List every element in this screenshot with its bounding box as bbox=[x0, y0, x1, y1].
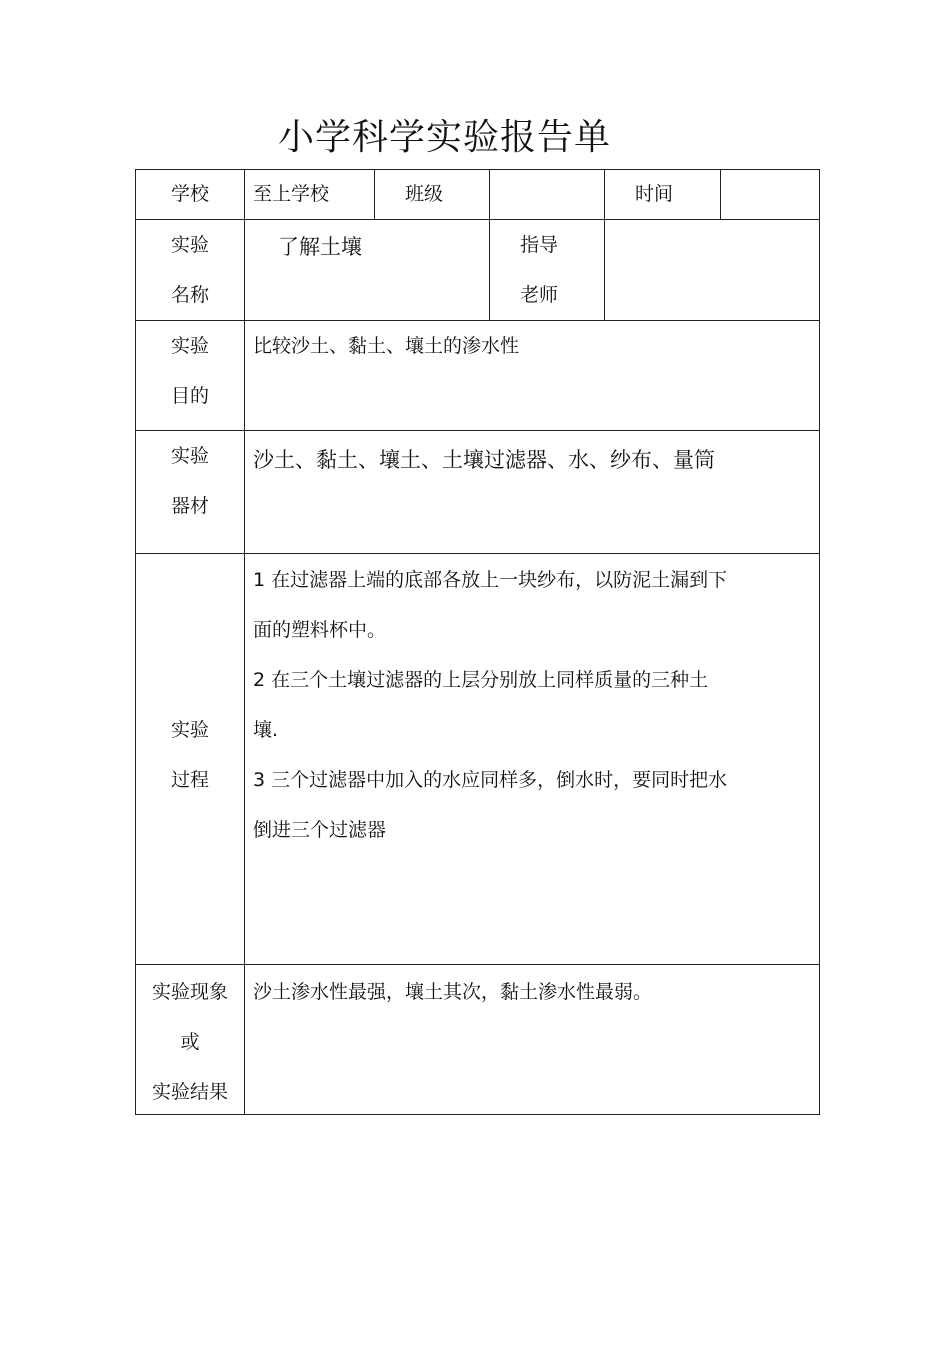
label-line: 实验 bbox=[170, 335, 209, 357]
experiment-materials-label bbox=[135, 431, 245, 553]
label-line: 器材 bbox=[170, 495, 209, 517]
class-label: 班级 bbox=[405, 183, 444, 205]
label-line: 实验结果 bbox=[151, 1081, 228, 1103]
experiment-name-label bbox=[135, 220, 245, 320]
time-value bbox=[725, 169, 819, 219]
process-line: 壤. bbox=[253, 719, 279, 741]
experiment-result-label bbox=[135, 967, 245, 1117]
school-value: 至上学校 bbox=[253, 183, 330, 205]
school-label: 学校 bbox=[170, 183, 209, 205]
label-line: 过程 bbox=[170, 769, 209, 791]
column-divider bbox=[374, 169, 375, 220]
label-line: 名称 bbox=[170, 284, 209, 306]
label-line: 实验现象 bbox=[151, 981, 228, 1003]
teacher-label bbox=[520, 220, 604, 320]
table-border-right bbox=[819, 169, 820, 1115]
experiment-purpose-label bbox=[135, 321, 245, 430]
teacher-value bbox=[610, 220, 815, 320]
label-line: 或 bbox=[180, 1031, 200, 1053]
label-line: 老师 bbox=[520, 284, 559, 306]
label-line: 实验 bbox=[170, 445, 209, 467]
label-line: 目的 bbox=[170, 385, 209, 407]
process-line: 1 在过滤器上端的底部各放上一块纱布，以防泥土漏到下 bbox=[253, 569, 728, 591]
class-value bbox=[495, 169, 603, 219]
report-table bbox=[135, 169, 820, 1115]
experiment-process-label bbox=[135, 705, 245, 805]
process-line: 面的塑料杯中。 bbox=[253, 619, 387, 641]
row-divider bbox=[135, 964, 820, 965]
column-divider bbox=[604, 169, 605, 321]
time-label: 时间 bbox=[635, 183, 674, 205]
experiment-process-value bbox=[253, 555, 815, 855]
experiment-purpose-value: 比较沙土、黏土、壤土的渗水性 bbox=[253, 335, 520, 357]
process-line: 3 三个过滤器中加入的水应同样多，倒水时，要同时把水 bbox=[253, 769, 728, 791]
label-line: 实验 bbox=[170, 234, 209, 256]
experiment-name-value: 了解土壤 bbox=[278, 235, 362, 259]
column-divider bbox=[720, 169, 721, 220]
label-line: 指导 bbox=[520, 234, 559, 256]
row-divider bbox=[135, 553, 820, 554]
page-title: 小学科学实验报告单 bbox=[278, 117, 612, 158]
process-line: 2 在三个土壤过滤器的上层分别放上同样质量的三种土 bbox=[253, 669, 709, 691]
process-line: 倒进三个过滤器 bbox=[253, 819, 387, 841]
label-line: 实验 bbox=[170, 719, 209, 741]
experiment-result-value: 沙土渗水性最强，壤土其次，黏土渗水性最弱。 bbox=[253, 981, 653, 1003]
experiment-materials-value: 沙土、黏土、壤土、土壤过滤器、水、纱布、量筒 bbox=[253, 448, 715, 472]
